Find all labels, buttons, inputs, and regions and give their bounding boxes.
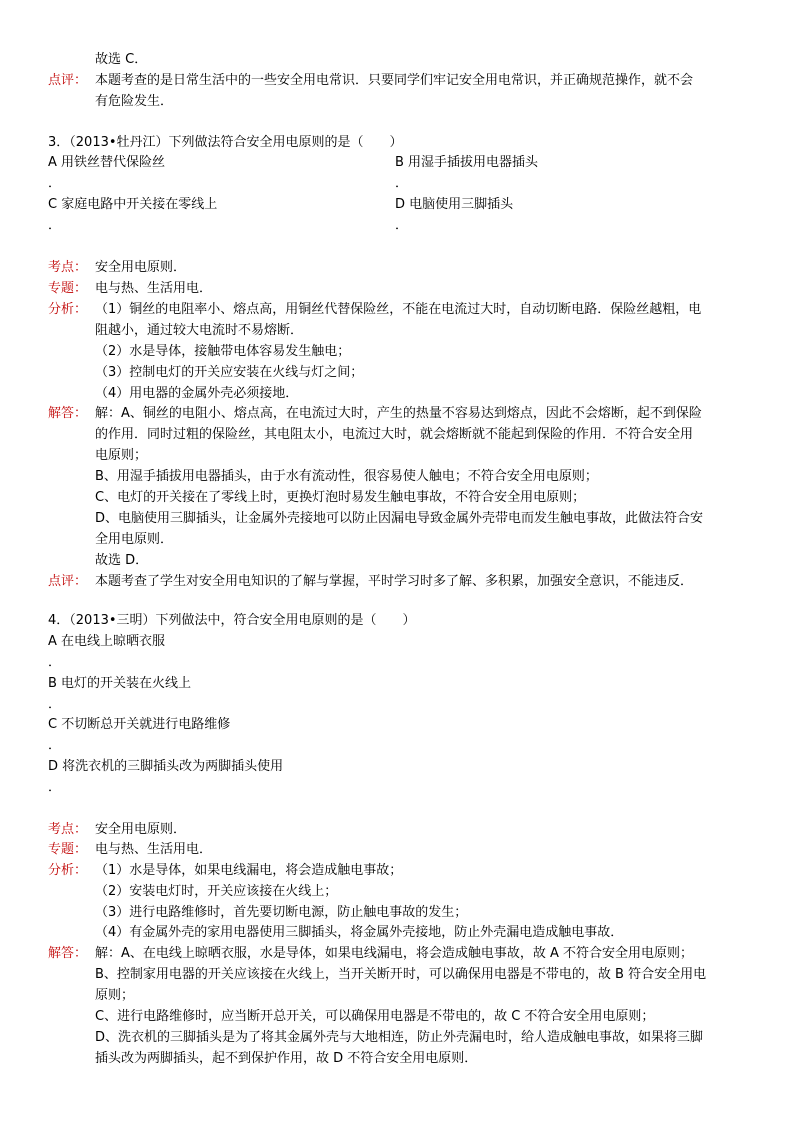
q2-comment-line: 有危险发生．	[95, 94, 174, 109]
q3-kaodian: 安全用电原则．	[95, 260, 187, 275]
q3-jieda-line: 的作用．同时过粗的保险丝，其电阻太小，电流过大时，就会熔断就不能起到保险的作用．不符合安全用	[95, 427, 694, 442]
q3-jieda-label: 解答：	[48, 406, 88, 421]
q3-kaodian-label: 考点：	[48, 260, 88, 275]
q3-jieda-line: B、用湿手插拔用电器插头，由于水有流动性，很容易使人触电；不符合安全用电原则；	[95, 469, 598, 484]
q3-option-a: A 用铁丝替代保险丝	[48, 155, 166, 170]
q3-zhuanti-label: 专题：	[48, 281, 88, 296]
q3-dianping-label: 点评：	[48, 574, 88, 589]
q3-jieda-line: 解：A、铜丝的电阻小、熔点高，在电流过大时，产生的热量不容易达到熔点，因此不会熔断，起不到保险	[95, 406, 702, 421]
q3-fenxi-line: （3）控制电灯的开关应安装在火线与灯之间；	[95, 365, 364, 380]
q4-fenxi-line: （3）进行电路维修时，首先要切断电源，防止触电事故的发生；	[95, 905, 468, 920]
q3-stem: 3．（2013•牡丹江）下列做法符合安全用电原则的是（ ）	[48, 135, 403, 150]
q3-zhuanti: 电与热、生活用电．	[95, 281, 213, 296]
q4-jieda-line: D、洗衣机的三脚插头是为了将其金属外壳与大地相连，防止外壳漏电时，给人造成触电事故，如果将三脚	[95, 1030, 704, 1045]
q4-fenxi-line: （1）水是导体，如果电线漏电，将会造成触电事故；	[95, 863, 403, 878]
q3-jieda-line: C、电灯的开关接在了零线上时，更换灯泡时易发生触电事故，不符合安全用电原则；	[95, 490, 586, 505]
q4-jieda-line: C、进行电路维修时，应当断开总开关，可以确保用电器是不带电的，故 C 不符合安全用电原则；	[95, 1009, 655, 1024]
q4-fenxi-line: （2）安装电灯时，开关应该接在火线上；	[95, 884, 338, 899]
q3-jieda-line: 全用电原则．	[95, 532, 174, 547]
q4-kaodian: 安全用电原则．	[95, 822, 187, 837]
q3-jieda-line: 故选 D．	[95, 553, 149, 568]
q4-jieda-line: B、控制家用电器的开关应该接在火线上，当开关断开时，可以确保用电器是不带电的，故 B 符合安全用电	[95, 967, 707, 982]
q4-kaodian-label: 考点：	[48, 822, 88, 837]
q4-jieda-line: 原则；	[95, 988, 135, 1003]
q4-option-a: A 在电线上晾晒衣服	[48, 634, 166, 649]
q4-jieda-line: 插头改为两脚插头，起不到保护作用，故 D 不符合安全用电原则．	[95, 1051, 478, 1066]
q4-option-dot: ．	[48, 738, 62, 753]
q3-fenxi-line: 阻越小，通过较大电流时不易熔断．	[95, 323, 304, 338]
q2-comment-label: 点评：	[48, 73, 88, 88]
q3-fenxi-line: （1）铜丝的电阻率小、熔点高，用铜丝代替保险丝，不能在电流过大时，自动切断电路．保险丝越粗，电	[95, 302, 702, 317]
q3-fenxi-line: （4）用电器的金属外壳必须接地．	[95, 386, 299, 401]
q3-option-dot: ．	[395, 218, 409, 233]
q3-option-dot: ．	[395, 176, 409, 191]
q4-fenxi-label: 分析：	[48, 863, 88, 878]
q4-stem: 4．（2013•三明）下列做法中，符合安全用电原则的是（ ）	[48, 613, 416, 628]
q4-fenxi-line: （4）有金属外壳的家用电器使用三脚插头，将金属外壳接地，防止外壳漏电造成触电事故．	[95, 925, 624, 940]
q4-option-dot: ．	[48, 655, 62, 670]
q2-comment-line: 本题考查的是日常生活中的一些安全用电常识．只要同学们牢记安全用电常识，并正确规范操作，就不会	[95, 73, 694, 88]
q3-fenxi-label: 分析：	[48, 302, 88, 317]
q4-jieda-line: 解：A、在电线上晾晒衣服，水是导体，如果电线漏电，将会造成触电事故，故 A 不符合安全用电原则；	[95, 946, 694, 961]
q3-option-dot: ．	[48, 176, 62, 191]
q4-option-dot: ．	[48, 697, 62, 712]
q3-option-d: D 电脑使用三脚插头	[395, 197, 514, 212]
q3-jieda-line: 电原则；	[95, 448, 148, 463]
q3-option-c: C 家庭电路中开关接在零线上	[48, 197, 218, 212]
q4-jieda-label: 解答：	[48, 946, 88, 961]
q3-fenxi-line: （2）水是导体，接触带电体容易发生触电；	[95, 344, 351, 359]
q4-option-b: B 电灯的开关装在火线上	[48, 676, 192, 691]
q2-conclusion: 故选 C．	[95, 52, 148, 67]
q3-jieda-line: D、电脑使用三脚插头，让金属外壳接地可以防止因漏电导致金属外壳带电而发生触电事故，此做法符合安	[95, 511, 704, 526]
q4-option-c: C 不切断总开关就进行电路维修	[48, 717, 231, 732]
q4-zhuanti-label: 专题：	[48, 842, 88, 857]
q4-option-dot: ．	[48, 780, 62, 795]
q4-option-d: D 将洗衣机的三脚插头改为两脚插头使用	[48, 759, 284, 774]
q3-option-b: B 用湿手插拔用电器插头	[395, 155, 539, 170]
q3-dianping: 本题考查了学生对安全用电知识的了解与掌握，平时学习时多了解、多积累，加强安全意识，不能违反．	[95, 574, 694, 589]
q3-option-dot: ．	[48, 218, 62, 233]
q4-zhuanti: 电与热、生活用电．	[95, 842, 213, 857]
